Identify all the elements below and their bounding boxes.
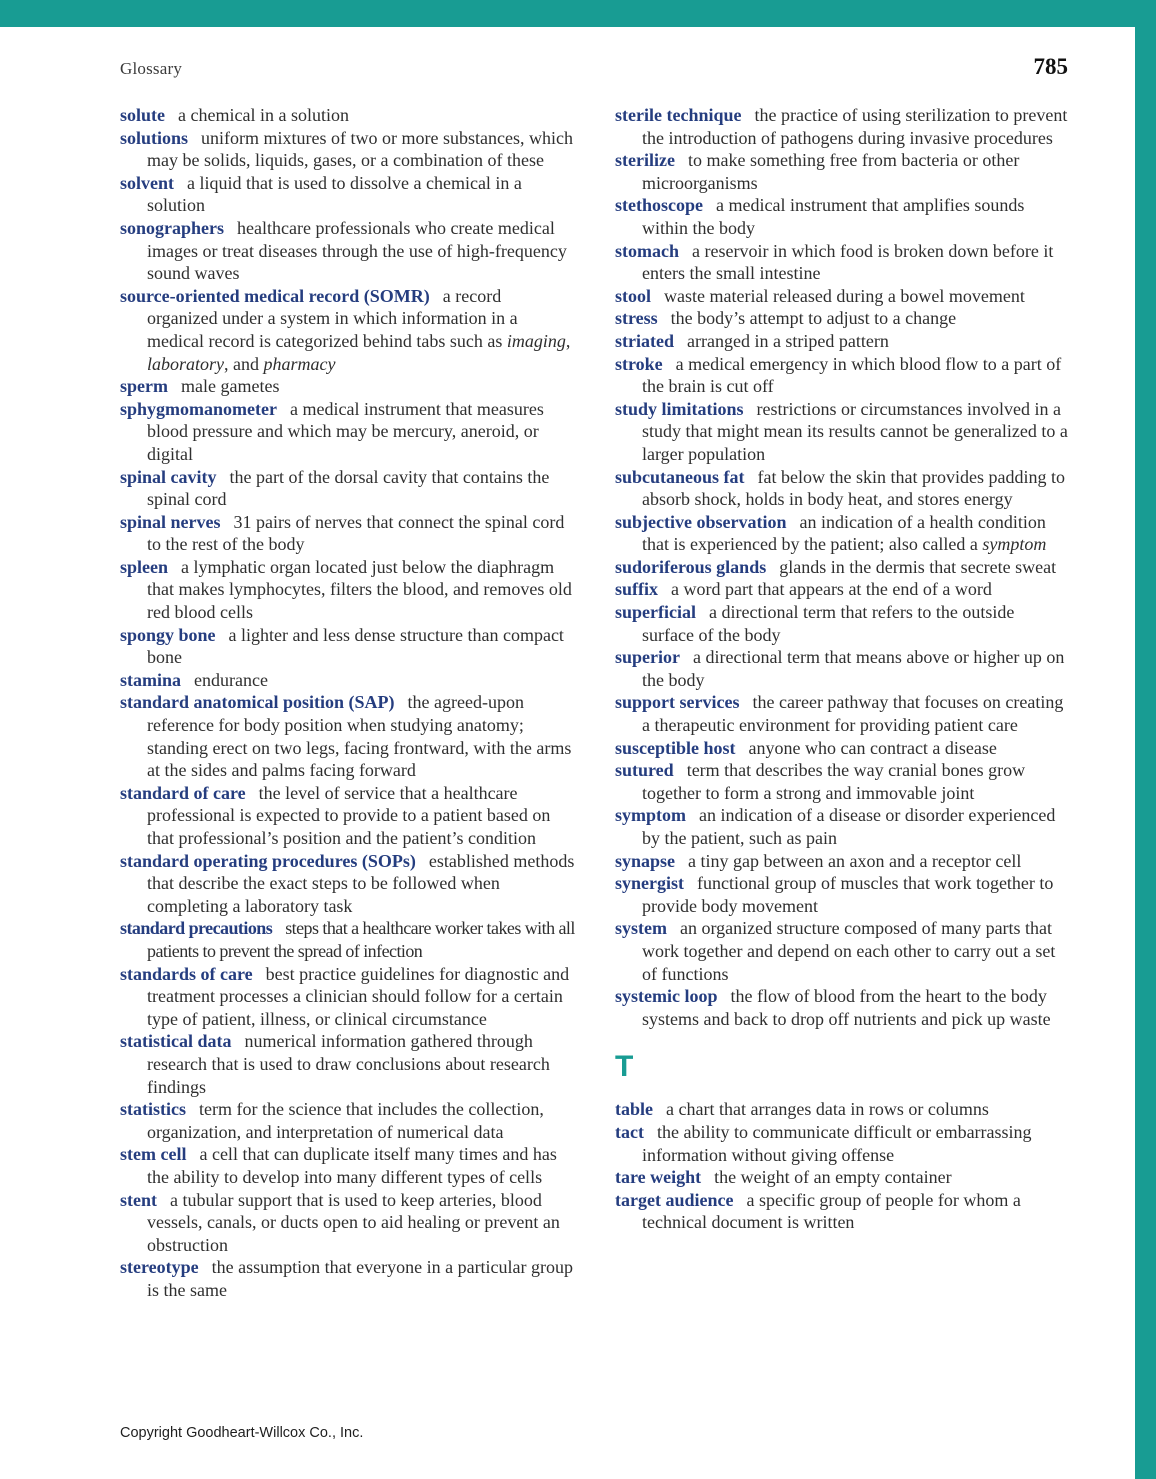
glossary-term: sonographers (120, 217, 225, 238)
glossary-definition: steps that a healthcare worker takes with all patients to prevent the spread of infection (147, 918, 575, 961)
glossary-entry (615, 1166, 1070, 1189)
glossary-definition: an indication of a disease or disorder experienced by the patient, such as pain (642, 805, 1056, 848)
glossary-term: systemic loop (615, 986, 718, 1007)
glossary-entry (120, 556, 575, 624)
copyright-footer: Copyright Goodheart-Willcox Co., Inc. (120, 1425, 364, 1441)
glossary-term: study limitations (615, 398, 744, 419)
glossary-entry (120, 511, 575, 556)
glossary-definition: a medical instrument that measures blood pressure and which may be mercury, aneroid, or digital (147, 398, 544, 464)
glossary-definition: uniform mixtures of two or more substances, which may be solids, liquids, gases, or a combination of these (147, 127, 573, 171)
glossary-definition: an organized structure composed of many parts that work together and depend on each other to carry out a set of functions (642, 918, 1056, 984)
glossary-content (120, 104, 1070, 1301)
glossary-definition: a chart that arranges data in rows or columns (666, 1099, 989, 1120)
glossary-entry (615, 307, 1070, 330)
glossary-term: source-oriented medical record (SOMR) (120, 285, 430, 306)
glossary-term: tare weight (615, 1167, 702, 1188)
glossary-term: synapse (615, 850, 676, 871)
glossary-term: spinal nerves (120, 511, 221, 532)
glossary-entry (120, 127, 575, 172)
glossary-definition: healthcare professionals who create medical images or treat diseases through the use of high-frequency sound waves (147, 217, 567, 284)
glossary-entry (120, 624, 575, 669)
glossary-entry (120, 1189, 575, 1257)
glossary-entry (120, 285, 575, 375)
glossary-term: stereotype (120, 1257, 199, 1278)
glossary-entry (120, 466, 575, 511)
glossary-definition: term for the science that includes the collection, organization, and interpretation of numerical data (147, 1099, 544, 1142)
glossary-entry (615, 556, 1070, 579)
glossary-entry (120, 1256, 575, 1301)
glossary-entry (615, 578, 1070, 601)
glossary-entry (615, 240, 1070, 285)
glossary-term: sperm (120, 376, 168, 397)
glossary-definition: glands in the dermis that secrete sweat (779, 556, 1057, 577)
glossary-entry (615, 353, 1070, 398)
top-accent-bar (0, 0, 1156, 27)
glossary-entry (615, 601, 1070, 646)
glossary-term: standard of care (120, 782, 246, 803)
glossary-entry (120, 1030, 575, 1098)
glossary-definition: term that describes the way cranial bones grow together to form a strong and immovable joint (642, 760, 1026, 803)
glossary-term: spleen (120, 556, 169, 577)
glossary-term: spinal cavity (120, 466, 217, 487)
glossary-entry (120, 1143, 575, 1188)
glossary-term: stool (615, 285, 651, 306)
glossary-definition: fat below the skin that provides padding to absorb shock, holds in body heat, and stores energy (642, 466, 1065, 510)
glossary-term: solvent (120, 172, 174, 193)
glossary-definition: a word part that appears at the end of a word (671, 579, 992, 600)
glossary-entry (615, 985, 1070, 1030)
glossary-definition: a medical instrument that amplifies sounds within the body (642, 195, 1025, 238)
glossary-term: stethoscope (615, 195, 703, 216)
glossary-term: striated (615, 330, 674, 351)
glossary-entry (120, 1098, 575, 1143)
glossary-entry (120, 104, 575, 127)
glossary-definition: male gametes (181, 376, 280, 397)
glossary-term: spongy bone (120, 624, 216, 645)
left-column (120, 104, 575, 1301)
glossary-definition: best practice guidelines for diagnostic and treatment processes a clinician should follow for a certain type of patient, illness, or clinical circumstance (147, 963, 570, 1029)
glossary-term: table (615, 1099, 653, 1120)
glossary-definition: a medical emergency in which blood flow to a part of the brain is cut off (642, 353, 1062, 397)
glossary-term: statistics (120, 1099, 186, 1120)
glossary-term: standard anatomical position (SAP) (120, 692, 395, 713)
glossary-definition: the ability to communicate difficult or embarrassing information without giving offense (642, 1121, 1032, 1165)
glossary-term: system (615, 918, 667, 939)
glossary-definition: the career pathway that focuses on creating a therapeutic environment for providing patient care (642, 692, 1064, 736)
glossary-definition: a tiny gap between an axon and a receptor cell (688, 850, 1022, 871)
glossary-term: tact (615, 1121, 644, 1142)
glossary-entry (615, 511, 1070, 556)
glossary-entry (615, 194, 1070, 239)
glossary-definition: a cell that can duplicate itself many times and has the ability to develop into many different types of cells (147, 1144, 557, 1187)
glossary-term: superior (615, 647, 680, 668)
glossary-definition: a tubular support that is used to keep arteries, blood vessels, canals, or ducts open to aid healing or prevent an obstruction (147, 1189, 560, 1255)
glossary-term: sphygmomanometer (120, 398, 277, 419)
glossary-entry (120, 172, 575, 217)
glossary-entry (120, 782, 575, 850)
glossary-entry (615, 804, 1070, 849)
glossary-entry (615, 398, 1070, 466)
page-number: 785 (1033, 54, 1068, 79)
glossary-term: solutions (120, 127, 189, 148)
glossary-term: synergist (615, 873, 684, 894)
glossary-definition: waste material released during a bowel movement (664, 285, 1025, 306)
glossary-definition: a chemical in a solution (178, 105, 349, 125)
glossary-definition: the weight of an empty container (714, 1167, 952, 1188)
glossary-entry (120, 850, 575, 918)
glossary-entry (120, 963, 575, 1031)
glossary-definition: an indication of a health condition that is experienced by the patient; also called a symptom (642, 511, 1047, 555)
glossary-definition: a specific group of people for whom a technical document is written (642, 1189, 1021, 1233)
glossary-term: stress (615, 308, 658, 329)
glossary-term: solute (120, 105, 165, 125)
glossary-entry (120, 691, 575, 781)
glossary-definition: the practice of using sterilization to prevent the introduction of pathogens during invasive procedures (642, 105, 1068, 148)
glossary-definition: to make something free from bacteria or other microorganisms (642, 150, 1020, 193)
glossary-definition: a directional term that refers to the outside surface of the body (642, 602, 1015, 645)
glossary-entry (120, 375, 575, 398)
glossary-entry (615, 330, 1070, 353)
glossary-entry (615, 1189, 1070, 1234)
glossary-definition: a reservoir in which food is broken down before it enters the small intestine (642, 240, 1054, 284)
glossary-definition: endurance (194, 669, 268, 690)
glossary-entry (120, 217, 575, 285)
glossary-definition: a record organized under a system in which information in a medical record is categorized behind tabs such as imaging, laboratory, and pharmacy (147, 285, 571, 374)
glossary-definition: 31 pairs of nerves that connect the spinal cord to the rest of the body (147, 511, 565, 555)
glossary-entry (615, 759, 1070, 804)
glossary-definition: the part of the dorsal cavity that contains the spinal cord (147, 466, 550, 510)
glossary-term: standard precautions (120, 918, 273, 939)
glossary-entry (615, 850, 1070, 873)
glossary-term: sudoriferous glands (615, 556, 767, 577)
glossary-definition: anyone who can contract a disease (748, 737, 997, 758)
glossary-definition: the assumption that everyone in a particular group is the same (147, 1257, 574, 1300)
glossary-entry (615, 691, 1070, 736)
glossary-term: statistical data (120, 1031, 232, 1052)
glossary-entry (120, 669, 575, 692)
glossary-term: subcutaneous fat (615, 466, 745, 487)
glossary-entry (615, 737, 1070, 760)
glossary-term: target audience (615, 1189, 734, 1210)
glossary-term: superficial (615, 602, 696, 623)
glossary-entry (615, 1098, 1070, 1121)
glossary-definition: established methods that describe the exact steps to be followed when completing a laboratory task (147, 850, 575, 916)
glossary-definition: numerical information gathered through research that is used to draw conclusions about research findings (147, 1031, 550, 1097)
glossary-term: stroke (615, 353, 663, 374)
glossary-entry (615, 466, 1070, 511)
glossary-entry (615, 149, 1070, 194)
glossary-definition: a lymphatic organ located just below the diaphragm that makes lymphocytes, filters the blood, and removes old red blood cells (147, 556, 572, 623)
glossary-entry (615, 1121, 1070, 1166)
glossary-definition: restrictions or circumstances involved in a study that might mean its results cannot be generalized to a larger population (642, 398, 1068, 464)
glossary-entry (120, 398, 575, 466)
section-letter-heading: T (615, 1050, 634, 1084)
glossary-definition: a directional term that means above or higher up on the body (642, 647, 1065, 690)
glossary-entry (615, 285, 1070, 308)
glossary-entry (615, 646, 1070, 691)
glossary-entry (615, 917, 1070, 985)
glossary-entry (615, 872, 1070, 917)
glossary-term: sterilize (615, 150, 675, 171)
page-header (120, 54, 1068, 80)
glossary-definition: functional group of muscles that work together to provide body movement (642, 873, 1054, 916)
glossary-term: suffix (615, 579, 659, 600)
glossary-term: sterile technique (615, 105, 742, 125)
glossary-term: sutured (615, 760, 674, 781)
glossary-term: standards of care (120, 963, 253, 984)
glossary-definition: the agreed-upon reference for body position when studying anatomy; standing erect on two legs, facing frontward, with the arms at the sides and palms facing forward (147, 692, 572, 781)
glossary-term: subjective observation (615, 511, 787, 532)
glossary-term: stem cell (120, 1144, 187, 1165)
glossary-term: stent (120, 1189, 157, 1210)
glossary-entry (615, 104, 1070, 149)
glossary-definition: the body’s attempt to adjust to a change (670, 308, 957, 329)
glossary-definition: a liquid that is used to dissolve a chemical in a solution (147, 172, 522, 216)
glossary-entry (120, 917, 575, 962)
running-header: Glossary (120, 59, 183, 78)
glossary-term: stomach (615, 240, 679, 261)
right-accent-bar (1135, 0, 1156, 1479)
glossary-definition: the level of service that a healthcare professional is expected to provide to a patient based on that professional’s position and the patient’s condition (147, 782, 551, 848)
right-column (615, 104, 1070, 1301)
glossary-definition: a lighter and less dense structure than compact bone (147, 624, 564, 668)
glossary-definition: arranged in a striped pattern (686, 330, 889, 351)
glossary-term: symptom (615, 805, 686, 826)
glossary-term: support services (615, 692, 740, 713)
glossary-term: stamina (120, 669, 182, 690)
glossary-term: standard operating procedures (SOPs) (120, 850, 416, 871)
glossary-term: susceptible host (615, 737, 736, 758)
glossary-definition: the flow of blood from the heart to the body systems and back to drop off nutrients and pick up waste (642, 986, 1051, 1029)
